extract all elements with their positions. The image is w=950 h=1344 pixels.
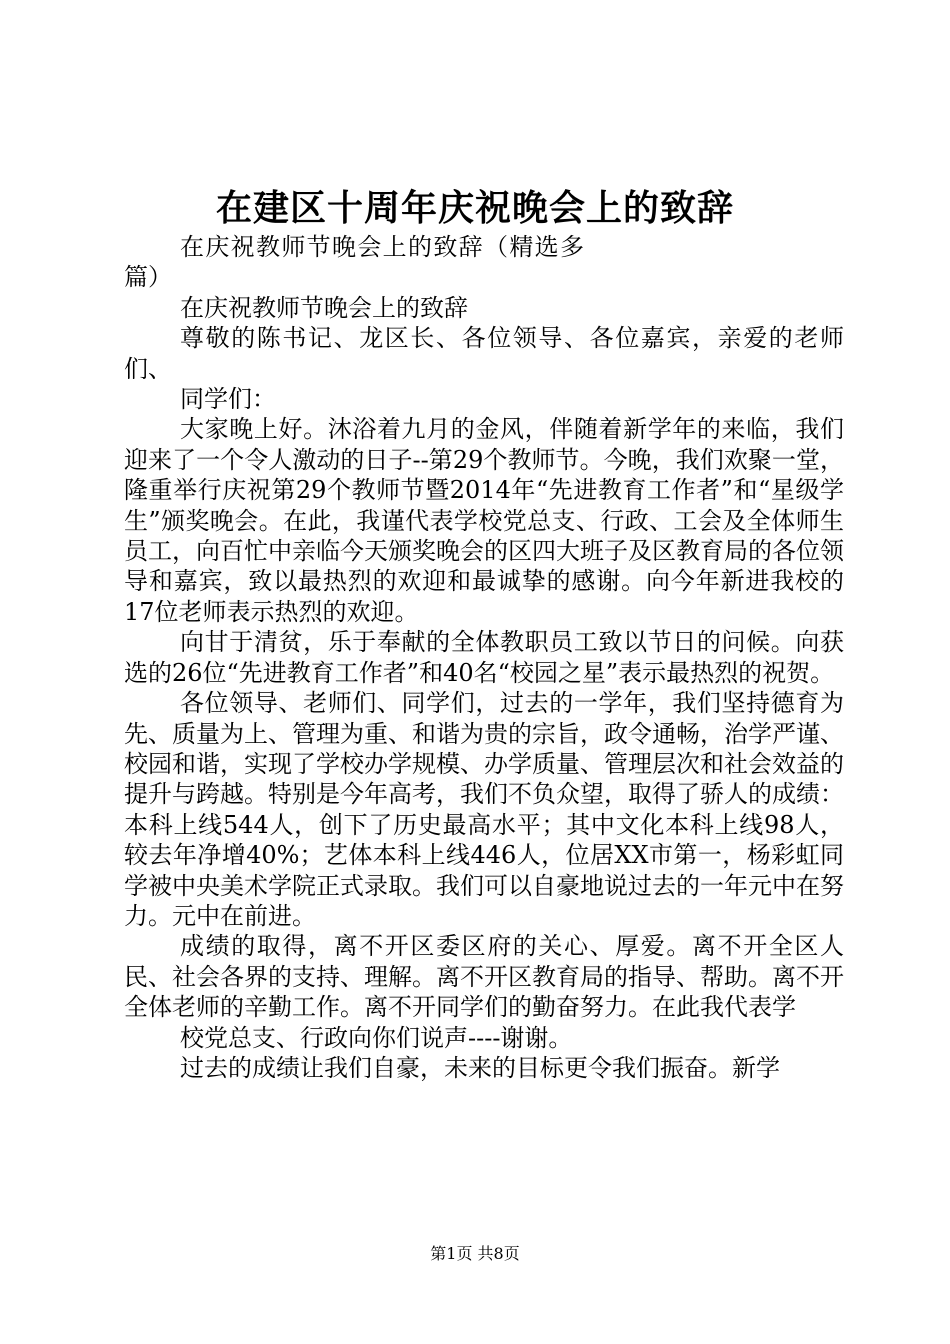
page-number-footer: 第1页 共8页 [430, 1244, 520, 1263]
paragraph-thanks: 成绩的取得，离不开区委区府的关心、厚爱。离不开全区人民、社会各界的支持、理解。离不开区教育局的指导、帮助。离不开全体老师的辛勤工作。离不开同学们的勤奋努力。在此我代表学 [124, 932, 844, 1022]
paragraph-heading: 在庆祝教师节晚会上的致辞 [180, 293, 468, 322]
document-title: 在建区十周年庆祝晚会上的致辞 [215, 187, 734, 229]
paragraph-subtitle: 在庆祝教师节晚会上的致辞（精选多篇） [124, 233, 584, 292]
paragraph-salutation: 尊敬的陈书记、龙区长、各位领导、各位嘉宾，亲爱的老师们、 [124, 324, 844, 383]
paragraph-congratulations: 向甘于清贫，乐于奉献的全体教职员工致以节日的问候。向获选的26位“先进教育工作者”和40名“校园之星”表示最热烈的祝贺。 [124, 628, 844, 687]
paragraph-greeting: 大家晚上好。沐浴着九月的金风，伴随着新学年的来临，我们迎来了一个令人激动的日子--第29个教师节。今晚，我们欢聚一堂，隆重举行庆祝第29个教师节暨2014年“先进教育工作者”和“星级学生”颁奖晚会。在此，我谨代表学校党总支、行政、工会及全体师生员工，向百忙中亲临今天颁奖晚会的区四大班子及区教育局的各位领导和嘉宾，致以最热烈的欢迎和最诚挚的感谢。向今年新进我校的17位老师表示热烈的欢迎。 [124, 415, 844, 626]
paragraph-future: 过去的成绩让我们自豪，未来的目标更令我们振奋。新学 [180, 1053, 780, 1082]
paragraph-achievements: 各位领导、老师们、同学们，过去的一学年，我们坚持德育为先、质量为上、管理为重、和谐为贵的宗旨，政令通畅，治学严谨、校园和谐，实现了学校办学规模、办学质量、管理层次和社会效益的提升与跨越。特别是今年高考，我们不负众望，取得了骄人的成绩：本科上线544人，创下了历史最高水平；其中文化本科上线98人，较去年净增40%；艺体本科上线446人，位居XX市第一，杨彩虹同学被中央美术学院正式录取。我们可以自豪地说过去的一年元中在努力。元中在前进。 [124, 689, 844, 930]
paragraph-thanks-cont: 校党总支、行政向你们说声----谢谢。 [180, 1023, 573, 1052]
paragraph-salutation-cont: 同学们： [180, 385, 276, 414]
document-body [124, 232, 844, 1083]
